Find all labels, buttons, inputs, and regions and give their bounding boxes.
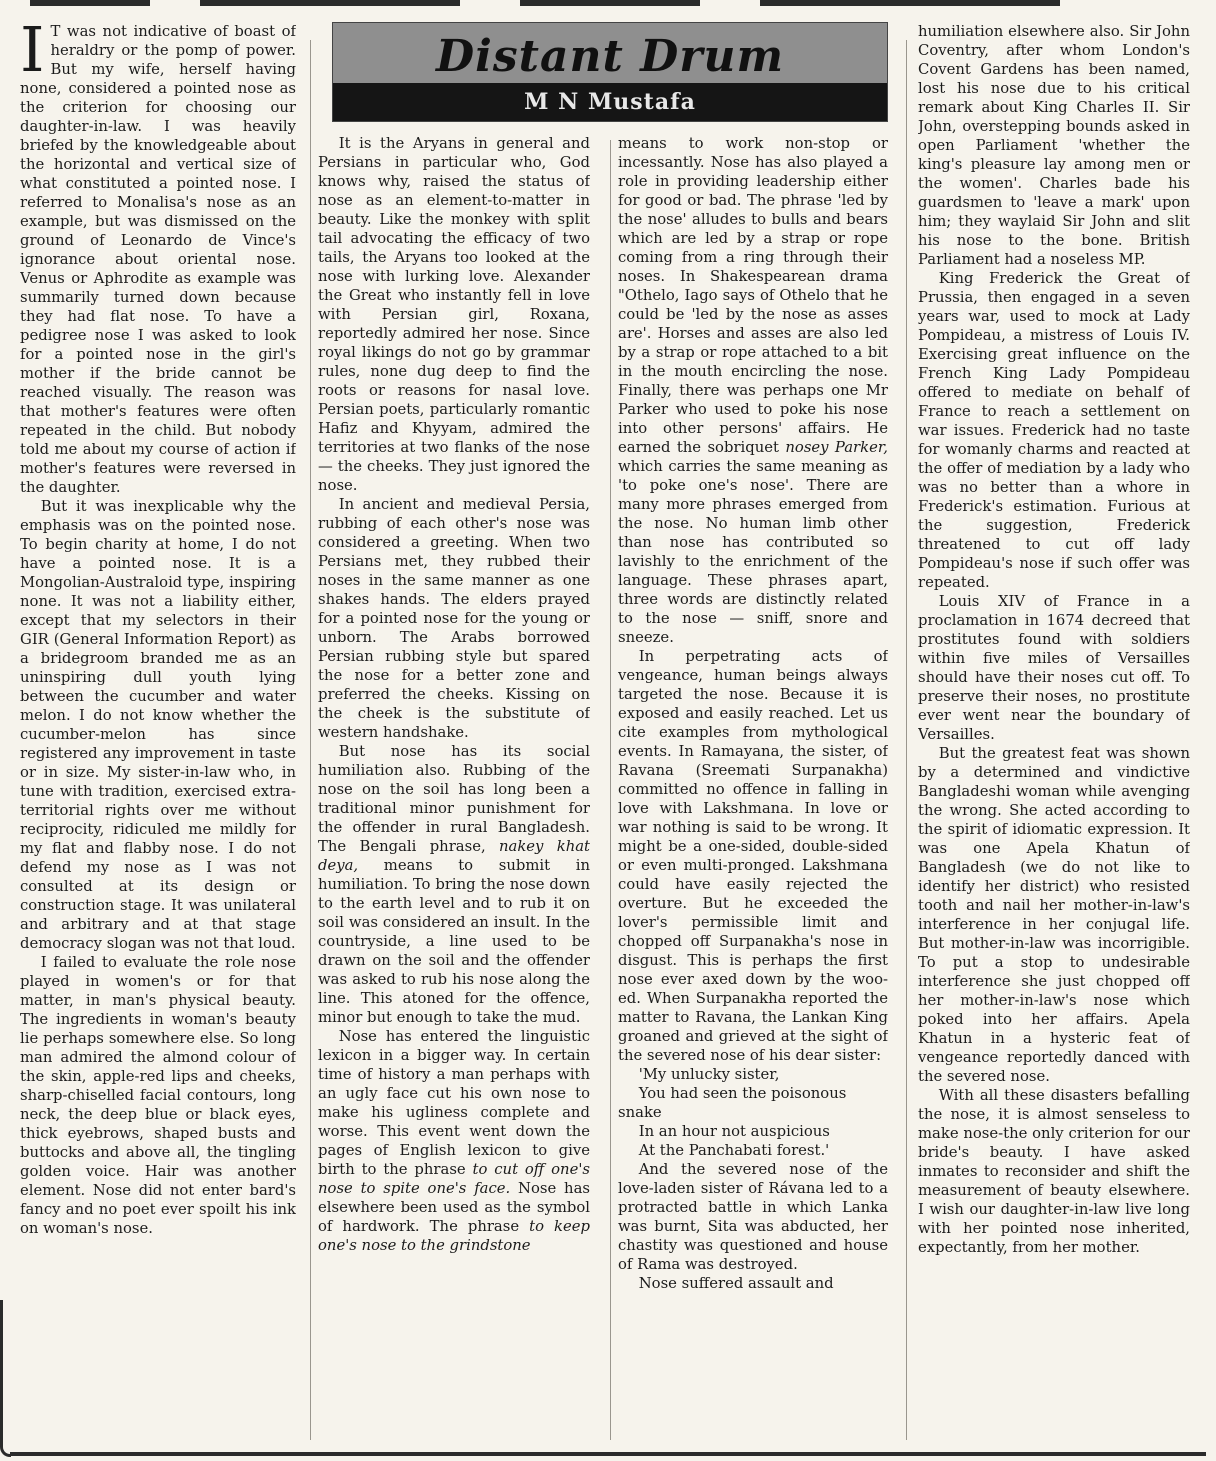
paragraph: I failed to evaluate the role nose played in women's or for that matter, in man's physical beauty. The ingredients in woman's beauty lie perhaps somewhere else. So long man admired the almond colour of the skin, apple-red lips and cheeks, sharp-chiselled facial contours, long neck, the deep blue or black eyes, thick eyebrows, shaped busts and buttocks and above all, the tingling golden voice. Hair was another element. Nose did not enter bard's fancy and no poet ever spoilt his ink on woman's nose. xyxy=(20,954,296,1237)
paragraph: humiliation elsewhere also. Sir John Coventry, after whom London's Covent Gardens has been named, lost his nose due to his critical remark about King Charles II. Sir John, overstepping bounds asked in open Parliament 'whether the king's pleasure lay among men or the women'. Charles bade his guardsmen to 'leave a mark' upon him; they waylaid Sir John and slit his nose to the bone. British Parliament had a noseless MP. xyxy=(918,23,1190,268)
drop-cap: I xyxy=(20,22,45,86)
paragraph: In perpetrating acts of vengeance, human beings always targeted the nose. Because it is exposed and easily reached. Let us cite examples from mythological events. In Ramayana, the sister, of Ravana (Sreemati Surpanakha) committed no offence in falling in love with Lakshmana. In love or war nothing is said to be wrong. It might be a one-sided, double-sided or even multi-pronged. Lakshmana could have easily rejected the overture. But he exceeded the lover's permissible limit and chopped off Surpanakha's nose in disgust. This is perhaps the first nose ever axed down by the woo-ed. When Surpanakha reported the matter to Ravana, the Lankan King groaned and grieved at the sight of the severed nose of his dear sister: xyxy=(618,648,888,1064)
column-rule xyxy=(906,40,907,1440)
paragraph: But nose has its social humiliation also. Rubbing of the nose on the soil has long been a traditional minor punishment for the offender in rural Bangladesh. The Bengali phrase, nakey khat deya, means to submit in humiliation. To bring the nose down to the earth level and to rub it on soil was considered an insult. In the countryside, a line used to be drawn on the soil and the offender was asked to rub his nose along the line. This atoned for the offence, minor but enough to take the mud. xyxy=(318,743,590,1026)
verse-line: In an hour not auspicious xyxy=(638,1123,830,1140)
paragraph: And the severed nose of the love-laden sister of Rávana led to a protracted battle in which Lanka was burnt, Sita was abducted, her chastity was questioned and house of Rama was destroyed. xyxy=(618,1161,888,1273)
paragraph: Nose suffered assault and xyxy=(638,1275,834,1292)
article-column-1 xyxy=(20,22,296,1450)
paragraph: means to work non-stop or incessantly. Nose has also played a role in providing leadership either for good or bad. The phrase 'led by the nose' alludes to bulls and bears which are led by a strap or rope coming from a ring through their noses. In Shakespearean drama "Othelo, Iago says of Othelo that he could be 'led by the nose as asses are'. Horses and asses are also led by a strap or rope attached to a bit in the mouth encircling the nose. Finally, there was perhaps one Mr Parker who used to poke his nose into other persons' affairs. He earned the sobriquet nosey Parker, which carries the same meaning as 'to poke one's nose'. There are many more phrases emerged from the nose. No human limb other than nose has contributed so lavishly to the enrichment of the language. These phrases apart, three words are distinctly related to the nose — sniff, snore and sneeze. xyxy=(618,135,888,646)
left-margin-bracket xyxy=(0,1300,11,1457)
paragraph: But it was inexplicable why the emphasis was on the pointed nose. To begin charity at home, I do not have a pointed nose. It is a Mongolian-Australoid type, inspiring none. It was not a liability either, except that my selectors in their GIR (General Information Report) as a bridegroom branded me as an uninspiring dull youth lying between the cucumber and water melon. I do not know whether the cucumber-melon has since registered any improvement in taste or in size. My sister-in-law who, in tune with tradition, exercised extra-territorial rights over me without reciprocity, ridiculed me mildly for my flat and flabby nose. I do not defend my nose as I was not consulted at its design or construction stage. It was unilateral and arbitrary and at that stage democracy slogan was not that loud. xyxy=(20,498,296,952)
column-title: Distant Drum xyxy=(436,31,784,82)
author-byline: M N Mustafa xyxy=(333,83,887,121)
article-column-2 xyxy=(318,134,590,1450)
paragraph: But the greatest feat was shown by a determined and vindictive Bangladeshi woman while avenging the wrong. She acted according to the spirit of idiomatic expression. It was one Apela Khatun of Bangladesh (we do not like to identify her district) who resisted tooth and nail her mother-in-law's interference in her conjugal life. But mother-in-law was incorrigible. To put a stop to undesirable interference she just chopped off her mother-in-law's nose which poked into her affairs. Apela Khatun in a hysteric feat of vengeance reportedly danced with the severed nose. xyxy=(918,745,1190,1085)
article-column-4 xyxy=(918,22,1190,1450)
paragraph: With all these disasters befalling the nose, it is almost senseless to make nose-the only criterion for our bride's beauty. I have asked inmates to reconsider and shift the measurement of beauty elsewhere. I wish our daughter-in-law live long with her pointed nose inherited, expectantly, from her mother. xyxy=(918,1087,1190,1256)
top-clipped-band xyxy=(0,0,1216,12)
verse-line: You had seen the poisonous snake xyxy=(618,1085,847,1121)
verse-line: At the Panchabati forest.' xyxy=(638,1142,830,1159)
column-rule xyxy=(610,140,611,1440)
paragraph: I T was not indicative of boast of heraldry or the pomp of power. But my wife, herself having none, considered a pointed nose as the criterion for choosing our daughter-in-law. I was heavily briefed by the knowledgeable about the horizontal and vertical size of what constituted a pointed nose. I referred to Monalisa's nose as an example, but was dismissed on the ground of Leonardo de Vince's ignorance about oriental nose. Venus or Aphrodite as example was summarily turned down because they had flat nose. To have a pedigree nose I was asked to look for a pointed nose in the girl's mother if the bride cannot be reached visually. The reason was that mother's features were often repeated in the child. But nobody told me about my course of action if mother's features were reversed in the daughter. xyxy=(20,22,296,496)
paragraph: Nose has entered the linguistic lexicon in a bigger way. In certain time of history a man perhaps with an ugly face cut his own nose to make his ugliness complete and worse. This event went down the pages of English lexicon to give birth to the phrase to cut off one's nose to spite one's face. Nose has elsewhere been used as the symbol of hardwork. The phrase to keep one's nose to the grindstone xyxy=(318,1028,590,1254)
paragraph: Louis XIV of France in a proclamation in 1674 decreed that prostitutes found with soldiers within five miles of Versailles should have their noses cut off. To preserve their noses, no prostitute ever went near the boundary of Versailles. xyxy=(918,593,1190,743)
paragraph: In ancient and medieval Persia, rubbing of each other's nose was considered a greeting. When two Persians met, they rubbed their noses in the same manner as one shakes hands. The elders prayed for a pointed nose for the young or unborn. The Arabs borrowed Persian rubbing style but spared the nose for a better zone and preferred the cheeks. Kissing on the cheek is the substitute of western handshake. xyxy=(318,496,590,741)
column-header xyxy=(332,22,888,122)
column-rule xyxy=(310,40,311,1440)
paragraph: King Frederick the Great of Prussia, then engaged in a seven years war, used to mock at Lady Pompideau, a mistress of Louis IV. Exercising great influence on the French King Lady Pompideau offered to mediate on behalf of France to reach a settlement on war issues. Frederick had no taste for womanly charms and reacted at the offer of mediation by a lady who was no better than a whore in Frederick's estimation. Furious at the suggestion, Frederick threatened to cut off lady Pompideau's nose if such offer was repeated. xyxy=(918,270,1190,591)
bottom-rule xyxy=(10,1452,1206,1456)
article-column-3 xyxy=(618,134,888,1450)
paragraph: It is the Aryans in general and Persians in particular who, God knows why, raised the status of nose as an element-to-matter in beauty. Like the monkey with split tail advocating the efficacy of two tails, the Aryans too looked at the nose with lurking love. Alexander the Great who instantly fell in love with Persian girl, Roxana, reportedly admired her nose. Since royal likings do not go by grammar rules, none dug deep to find the roots or reasons for nasal love. Persian poets, particularly romantic Hafiz and Khyyam, admired the territories at two flanks of the nose — the cheeks. They just ignored the nose. xyxy=(318,135,590,494)
verse-line: 'My unlucky sister, xyxy=(638,1066,780,1083)
